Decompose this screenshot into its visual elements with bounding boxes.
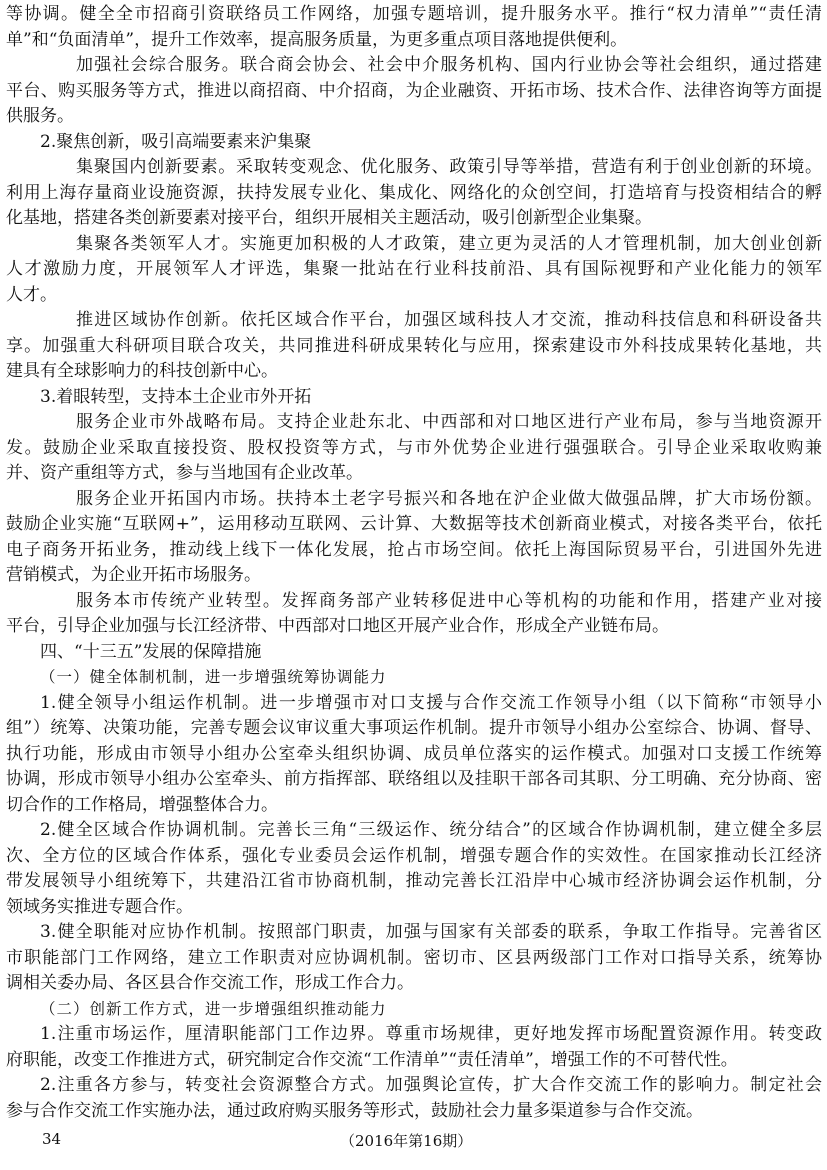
text-line: 电子商务开拓业务，推动线上线下一体化发展，抢占市场空间。依托上海国际贸易平台，引进国外先进 xyxy=(6,539,822,560)
text-line: 领域务实推进专题合作。 xyxy=(6,896,193,917)
paragraph xyxy=(6,308,822,385)
text-line: 调相关委办局、各区县合作交流工作，形成工作合力。 xyxy=(6,973,414,993)
text-line: 等协调。健全全市招商引资联络员工作网络，加强专题培训，提升服务水平。推行“权力清单”“责任清 xyxy=(6,4,822,24)
text-line: 2.注重各方参与，转变社会资源整合方式。加强舆论宣传，扩大合作交流工作的影响力。制定社会 xyxy=(40,1075,822,1095)
text-line: 3.健全职能对应协作机制。按照部门职责，加强与国家有关部委的联系，争取工作指导。完善省区 xyxy=(40,922,822,942)
paragraph xyxy=(6,818,822,920)
text-line: 次、全方位的区域合作体系，强化专业委员会运作机制，增强专题合作的实效性。在国家推动长江经济 xyxy=(6,845,822,866)
section-heading xyxy=(6,997,822,1023)
text-line: 推进区域协作创新。依托区域合作平台，加强区域科技人才交流，推动科技信息和科研设备共 xyxy=(76,310,822,330)
section-heading xyxy=(6,130,822,156)
text-line: 建具有全球影响力的科技创新中心。 xyxy=(6,361,278,381)
text-line: 组”）统筹、决策功能，完善专题会议审议重大事项运作机制。提升市领导小组办公室综合、协调、督导、 xyxy=(6,718,822,738)
page-number: 34 xyxy=(42,1130,62,1148)
text-line: 1.健全领导小组运作机制。进一步增强市对口支援与合作交流工作领导小组（以下简称“市领导小 xyxy=(40,692,822,713)
paragraph xyxy=(6,589,822,640)
paragraph xyxy=(6,232,822,309)
text-line: 利用上海存量商业设施资源，扶持发展专业化、集成化、网络化的众创空间，打造培育与投资相结合的孵 xyxy=(6,182,822,203)
text-line: 2.聚焦创新，吸引高端要素来沪集聚 xyxy=(40,131,312,152)
document-body xyxy=(6,2,822,1124)
text-line: （二）创新工作方式，进一步增强组织推动能力 xyxy=(40,999,387,1018)
text-line: 发。鼓励企业采取直接投资、股权投资等方式，与市外优势企业进行强强联合。引导企业采取收购兼 xyxy=(6,437,822,458)
paragraph xyxy=(6,1073,822,1124)
text-line: 府职能，改变工作推进方式，研究制定合作交流“工作清单”“责任清单”，增强工作的不可替代性。 xyxy=(6,1049,738,1070)
paragraph xyxy=(6,691,822,819)
text-line: 四、“十三五”发展的保障措施 xyxy=(40,641,262,662)
text-line: 集聚国内创新要素。采取转变观念、优化服务、政策引导等举措，营造有利于创业创新的环境。 xyxy=(76,157,822,177)
text-line: 人才激励力度，开展领军人才评选，集聚一批站在行业科技前沿、具有国际视野和产业化能力的领军 xyxy=(6,259,822,279)
text-line: 切合作的工作格局，增强整体合力。 xyxy=(6,794,278,815)
text-line: 2.健全区域合作协调机制。完善长三角“三级运作、统分结合”的区域合作协调机制，建立健全多层 xyxy=(40,820,822,840)
text-line: 并、资产重组等方式，参与当地国有企业改革。 xyxy=(6,463,363,483)
text-line: 单”和“负面清单”，提升工作效率，提高服务质量，为更多重点项目落地提供便利。 xyxy=(6,29,628,50)
paragraph xyxy=(6,155,822,232)
text-line: 执行功能，形成由市领导小组办公室牵头组织协调、成员单位落实的运作模式。加强对口支援工作统筹 xyxy=(6,743,822,764)
text-line: 参与合作交流工作实施办法，通过政府购买服务等形式，鼓励社会力量多渠道参与合作交流。 xyxy=(6,1100,703,1121)
text-line: （一）健全体制机制，进一步增强统筹协调能力 xyxy=(40,668,387,686)
text-line: 服务企业开拓国内市场。扶持本土老字号振兴和各地在沪企业做大做强品牌，扩大市场份额。 xyxy=(76,488,822,509)
issue-label: （2016年第16期） xyxy=(340,1132,473,1150)
paragraph xyxy=(6,487,822,589)
text-line: 营销模式，为企业开拓市场服务。 xyxy=(6,565,261,585)
text-line: 集聚各类领军人才。实施更加积极的人才政策，建立更为灵活的人才管理机制，加大创业创新 xyxy=(76,233,822,254)
text-line: 带发展领导小组统筹下，共建沿江省市协商机制，推动完善长江沿岸中心城市经济协调会运作机制，分 xyxy=(6,871,822,891)
text-line: 1.注重市场运作，厘清职能部门工作边界。尊重市场规律，更好地发挥市场配置资源作用。转变政 xyxy=(40,1024,822,1044)
text-line: 化基地，搭建各类创新要素对接平台，组织开展相关主题活动，吸引创新型企业集聚。 xyxy=(6,208,652,228)
section-heading xyxy=(6,665,822,691)
text-line: 供服务。 xyxy=(6,106,74,126)
text-line: 服务企业市外战略布局。支持企业赴东北、中西部和对口地区进行产业布局，参与当地资源开 xyxy=(76,412,822,432)
text-line: 加强社会综合服务。联合商会协会、社会中介服务机构、国内行业协会等社会组织，通过搭建 xyxy=(76,55,822,75)
paragraph xyxy=(6,920,822,997)
text-line: 鼓励企业实施“互联网+”，运用移动互联网、云计算、大数据等技术创新商业模式，对接各类平台，依托 xyxy=(6,514,822,534)
text-line: 平台、购买服务等方式，推进以商招商、中介招商，为企业融资、开拓市场、技术合作、法律咨询等方面提 xyxy=(6,80,822,101)
text-line: 协调，形成市领导小组办公室牵头、前方指挥部、联络组以及挂职干部各司其职、分工明确、充分协商、密 xyxy=(6,769,822,789)
section-heading xyxy=(6,640,822,666)
paragraph xyxy=(6,2,822,53)
text-line: 人才。 xyxy=(6,284,57,305)
text-line: 平台，引导企业加强与长江经济带、中西部对口地区开展产业合作，形成全产业链布局。 xyxy=(6,616,669,636)
text-line: 服务本市传统产业转型。发挥商务部产业转移促进中心等机构的功能和作用，搭建产业对接 xyxy=(76,590,822,611)
paragraph xyxy=(6,410,822,487)
paragraph xyxy=(6,1022,822,1073)
text-line: 享。加强重大科研项目联合攻关，共同推进科研成果转化与应用，探索建设市外科技成果转化基地，共 xyxy=(6,335,822,356)
text-line: 市职能部门工作网络，建立工作职责对应协调机制。密切市、区县两级部门工作对口指导关系，统筹协 xyxy=(6,947,822,968)
paragraph xyxy=(6,53,822,130)
section-heading xyxy=(6,385,822,411)
text-line: 3.着眼转型，支持本土企业市外开拓 xyxy=(40,386,312,407)
